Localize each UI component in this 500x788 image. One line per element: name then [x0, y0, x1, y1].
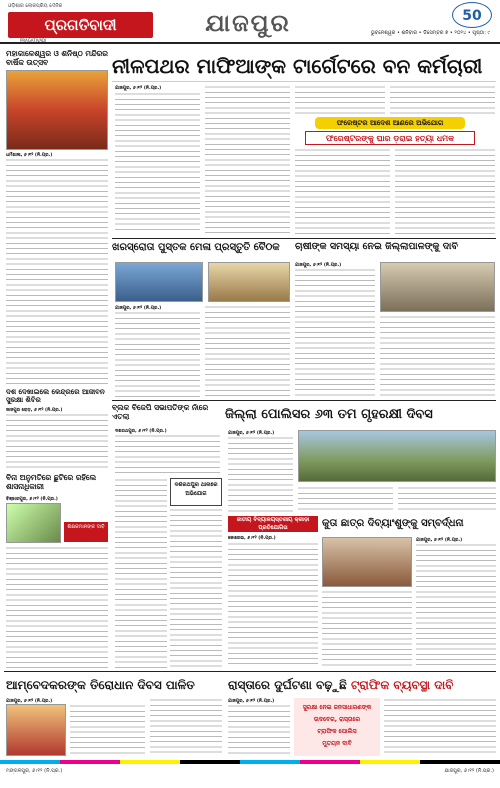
lead-column-2 [205, 85, 290, 234]
bookfair-photo-1 [115, 262, 203, 302]
leave-tag: ଶିକ୍ଷକମାନଙ୍କ ଦାବି [64, 522, 108, 542]
traffic-headline-b: ଟ୍ରାଫିକ ବ୍ୟବସ୍ଥା ଦାବି [350, 678, 454, 692]
farmer-byline: ଯାଜପୁର, ୬।୧୨ (ନି.ପ୍ର.) [295, 263, 342, 268]
ambedkar-photo [6, 704, 66, 756]
bookfair-headline: ଖରସ୍ରୋତା ପୁସ୍ତକ ମେଳା ପ୍ରସ୍ତୁତି ବୈଠକ [112, 242, 290, 258]
date-text: ଭୁବନେଶ୍ୱର • ଶନିବାର • ଡିସେମ୍ବର ୭ • ୨୦୨୪ [370, 30, 467, 36]
lead-kicker-banner: ଫରେଷ୍ଟର ଆଦେଶ ଆଣରେ ଅଭିଯୋଗ [315, 117, 465, 129]
traffic-quote-line: ଟ୍ରାଫିକ ପୋଲିସ [317, 728, 357, 735]
camp-headline-text: ଦଶ ଦେଖାଇଲେ କେନ୍ଦ୍ରରେ ଆଜୀବନ ସୁରକ୍ଷା ଶିବିର [6, 388, 105, 405]
lead-column-4 [390, 85, 495, 115]
ambedkar-text-2 [150, 698, 222, 756]
farmer-headline: ଚାଷୀଙ୍କ ସମସ୍ୟା ନେଇ ଜିଲ୍ଲାପାଳଙ୍କୁ ଦାବି [295, 242, 495, 258]
sports-headline: ଜାତୀୟ ବିଦ୍ୟାଳୟସ୍ତରୀୟ କ୍ରୀଡ଼ା ପ୍ରତିଯୋଗିତା [228, 516, 318, 532]
bjp-text-1 [115, 434, 220, 474]
bookfair-photo-2 [208, 262, 290, 302]
divider [112, 400, 496, 401]
bookfair-byline: ଯାଜପୁର, ୬।୧୨ (ନି.ପ୍ର.) [115, 306, 162, 311]
felicitation-text-1 [416, 543, 496, 668]
camp-text [6, 413, 108, 471]
ambedkar-headline: ଆମ୍ବେଦକରଙ୍କ ତିରୋଧାନ ଦିବସ ପାଳିତ [6, 674, 224, 696]
footer-left: ମଙ୍ଗଳପୁର, ୬।୧୨ (ନି.ପ୍ର.) [6, 768, 63, 774]
lead-byline: ଯାଜପୁର, ୬।୧୨ (ନି.ପ୍ର.) [115, 86, 162, 91]
camp-headline [6, 388, 108, 406]
traffic-headline-a: ରାସ୍ତାରେ ଦୁର୍ଘଟଣା ବଢ଼ୁଛି [228, 678, 347, 692]
homeguard-headline: ଜିଲ୍ଲା ପୋଲିସର ୬୩ ତମ ଗୃହରକ୍ଷୀ ଦିବସ [225, 404, 496, 426]
felicitation-text-2 [322, 590, 412, 668]
leave-headline: ବିନା ଅନୁମତିରେ ଛୁଟିରେ ରହିଲେ ଶାସନାଧିକାରୀ [6, 474, 108, 494]
bookfair-text-1 [115, 311, 200, 397]
edition-title: ଯାଜପୁର [205, 8, 291, 37]
anniversary-logo-icon: 50 [452, 2, 492, 28]
lead-column-5 [295, 148, 390, 234]
logo-subtitle: PRAGATIVADI [20, 38, 47, 43]
ambedkar-text-1 [70, 704, 145, 756]
felicitation-photo [322, 537, 412, 587]
farmer-text-2 [380, 315, 495, 397]
traffic-text-2 [384, 698, 496, 756]
temple-photo [6, 70, 108, 150]
traffic-byline: ଯାଜପୁର, ୬।୧୨ (ନି.ପ୍ର.) [228, 699, 275, 704]
newspaper-logo: ପ୍ରଗତିବାଦୀ [8, 12, 153, 38]
leave-text [6, 546, 108, 668]
traffic-quote-line: ମୁତୟନ ଦାବି [322, 740, 352, 747]
bookfair-text-2 [205, 305, 290, 397]
temple-byline: ଧର୍ମଶାଳା, ୬।୧୨ (ନି.ପ୍ର.) [6, 153, 53, 158]
print-color-bar [0, 760, 500, 764]
page-number: ପୃଷ୍ଠା: ୯ [472, 30, 490, 36]
traffic-quote-box [294, 698, 380, 756]
footer-right: ଯାଜପୁର, ୬।୧୨ (ନି.ପ୍ର.) [444, 768, 494, 774]
tagline: ଓଡ଼ିଶାର ଲୋକପ୍ରିୟ ଦୈନିକ [8, 3, 63, 9]
traffic-headline [228, 674, 496, 696]
sports-byline: କୋରେଇ, ୬।୧୨ (ନି.ପ୍ର.) [228, 536, 276, 541]
bjp-text-2 [115, 478, 167, 668]
bjp-tag-box: ଦଶରଥପୁର ଥାନାରେ ଅଭିଯୋଗ [170, 478, 222, 506]
homeguard-byline: ଯାଜପୁର, ୬।୧୨ (ନି.ପ୍ର.) [228, 431, 275, 436]
traffic-quote-line: ଉଦବେଗ, ରାସ୍ତାରେ [313, 716, 361, 723]
homeguard-text-2 [298, 486, 393, 512]
farmer-photo [380, 262, 495, 312]
bjp-headline: ବ୍ଲକ ବିଜେପି ସଭାପତିଙ୍କ ନାଁରେ ଏତଲା [112, 404, 222, 426]
lead-column-1 [115, 92, 200, 234]
temple-headline: ମହାକାଳେଶ୍ୱର ଓ ଶନିଷ୍ଠ ମନ୍ଦିରର ବାର୍ଷିକ ଉତ୍ସବ [6, 50, 108, 67]
ambedkar-byline: ଯାଜପୁର, ୬।୧୨ (ନି.ପ୍ର.) [6, 699, 53, 704]
homeguard-text-1 [228, 436, 293, 512]
temple-text [6, 158, 108, 386]
divider [112, 238, 496, 239]
leave-photo [6, 503, 61, 543]
bjp-byline: ଦଶରଥପୁର, ୬।୧୨ (ନି.ପ୍ର.) [115, 429, 167, 434]
masthead [0, 0, 500, 44]
lead-deck: ଫରେଷ୍ଟରଙ୍କୁ ଘାର ଡ଼ରାଇ ହତ୍ୟା ଧମକ [305, 131, 475, 145]
felicitation-headline: କୁତା ଛାତ୍ର ଦିବ୍ୟାଂଶୁଙ୍କୁ ସମ୍ବର୍ଦ୍ଧନା [322, 514, 496, 534]
felicitation-byline: ଯାଜପୁର, ୬।୧୨ (ନି.ପ୍ର.) [416, 538, 463, 543]
sports-text [228, 542, 318, 668]
bjp-text-3 [170, 508, 222, 668]
traffic-quote-line: ସୁରକ୍ଷା ନେଇ ଜନସାଧାରଣଙ୍କ [302, 704, 372, 711]
homeguard-text-3 [398, 486, 496, 512]
leave-byline: ବିଞ୍ଝାରପୁର, ୬।୧୨ (ନି.ପ୍ର.) [6, 497, 58, 502]
camp-byline: ଜାଜପୁର ରୋଡ଼, ୬।୧୨ (ନି.ପ୍ର.) [6, 408, 63, 413]
homeguard-photo [298, 430, 496, 482]
lead-column-6 [395, 148, 495, 234]
divider [4, 671, 496, 672]
lead-headline: ନୀଳପଥର ମାଫିଆଙ୍କ ଟାର୍ଗେଟରେ ବନ କର୍ମଚାରୀ [112, 50, 496, 82]
traffic-text-1 [228, 704, 290, 756]
lead-column-3 [295, 85, 385, 115]
farmer-text-1 [295, 268, 375, 397]
dateline: ଭୁବନେଶ୍ୱର • ଶନିବାର • ଡିସେମ୍ବର ୭ • ୨୦୨୪ • ପୃଷ୍ଠା: ୯ [370, 30, 490, 36]
